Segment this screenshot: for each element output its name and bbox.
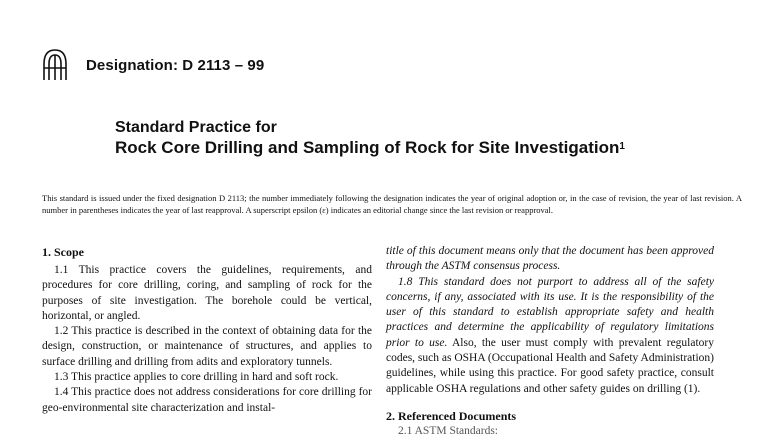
continued-text: title of this document means only that the document has been approved through the ASTM consensus process. — [386, 245, 714, 273]
astm-logo — [40, 46, 70, 84]
title-prefix: Standard Practice for — [115, 119, 277, 136]
title-footnote-mark: 1 — [619, 141, 625, 152]
astm-logo-icon — [40, 46, 70, 84]
right-column — [386, 244, 714, 439]
paragraph-1-8-italic: 1.8 This standard does not purport to address all of the safety concerns, if any, associated with its use. It is the responsibility of the user of this standard to establish appropriate safety and health practices and determine the applicability of regulatory limitations prior to use. — [386, 275, 714, 349]
paragraph-1-8-roman: Also, the user must comply with prevalent regulatory codes, such as OSHA (Occupational Health and Safety Administration) guidelines, while using this practice. For good safety practice, consult applicable OSHA regulations and other safety guides on drilling (1). — [386, 336, 715, 395]
paragraph-1-1: 1.1 This practice covers the guidelines, requirements, and procedures for core drilling, coring, and sampling of rock for the purposes of site investigation. The borehole could be vertical, horizontal, or angled. — [42, 264, 372, 322]
designation: Designation: D 2113 – 99 — [86, 57, 265, 74]
paragraph-2-1: 2.1 ASTM Standards: — [398, 424, 498, 437]
issuance-note: This standard is issued under the fixed designation D 2113; the number immediately following the designation indicates the year of original adoption or, in the case of revision, the year of last revision. A number in parentheses indicates the year of last reapproval. A superscript epsilon (ε) indicates an editorial change since the last revision or reapproval. — [42, 193, 742, 215]
paragraph-1-4: 1.4 This practice does not address considerations for core drilling for geo-environmental site characterization and instal- — [42, 386, 372, 414]
title-block — [115, 118, 675, 158]
paragraph-1-2: 1.2 This practice is described in the context of obtaining data for the design, construction, or maintenance of structures, and applies to surface drilling and drilling from adits and exploratory tunnels. — [42, 325, 372, 368]
paragraph-1-3: 1.3 This practice applies to core drilling in hard and soft rock. — [54, 371, 339, 384]
paragraph-1-8 — [386, 275, 714, 397]
page-title — [115, 138, 675, 158]
title-main-text: Rock Core Drilling and Sampling of Rock for Site Investigation — [115, 138, 620, 157]
referenced-documents-heading: 2. Referenced Documents — [386, 408, 517, 423]
left-column — [42, 244, 372, 416]
scope-heading: 1. Scope — [42, 245, 84, 259]
